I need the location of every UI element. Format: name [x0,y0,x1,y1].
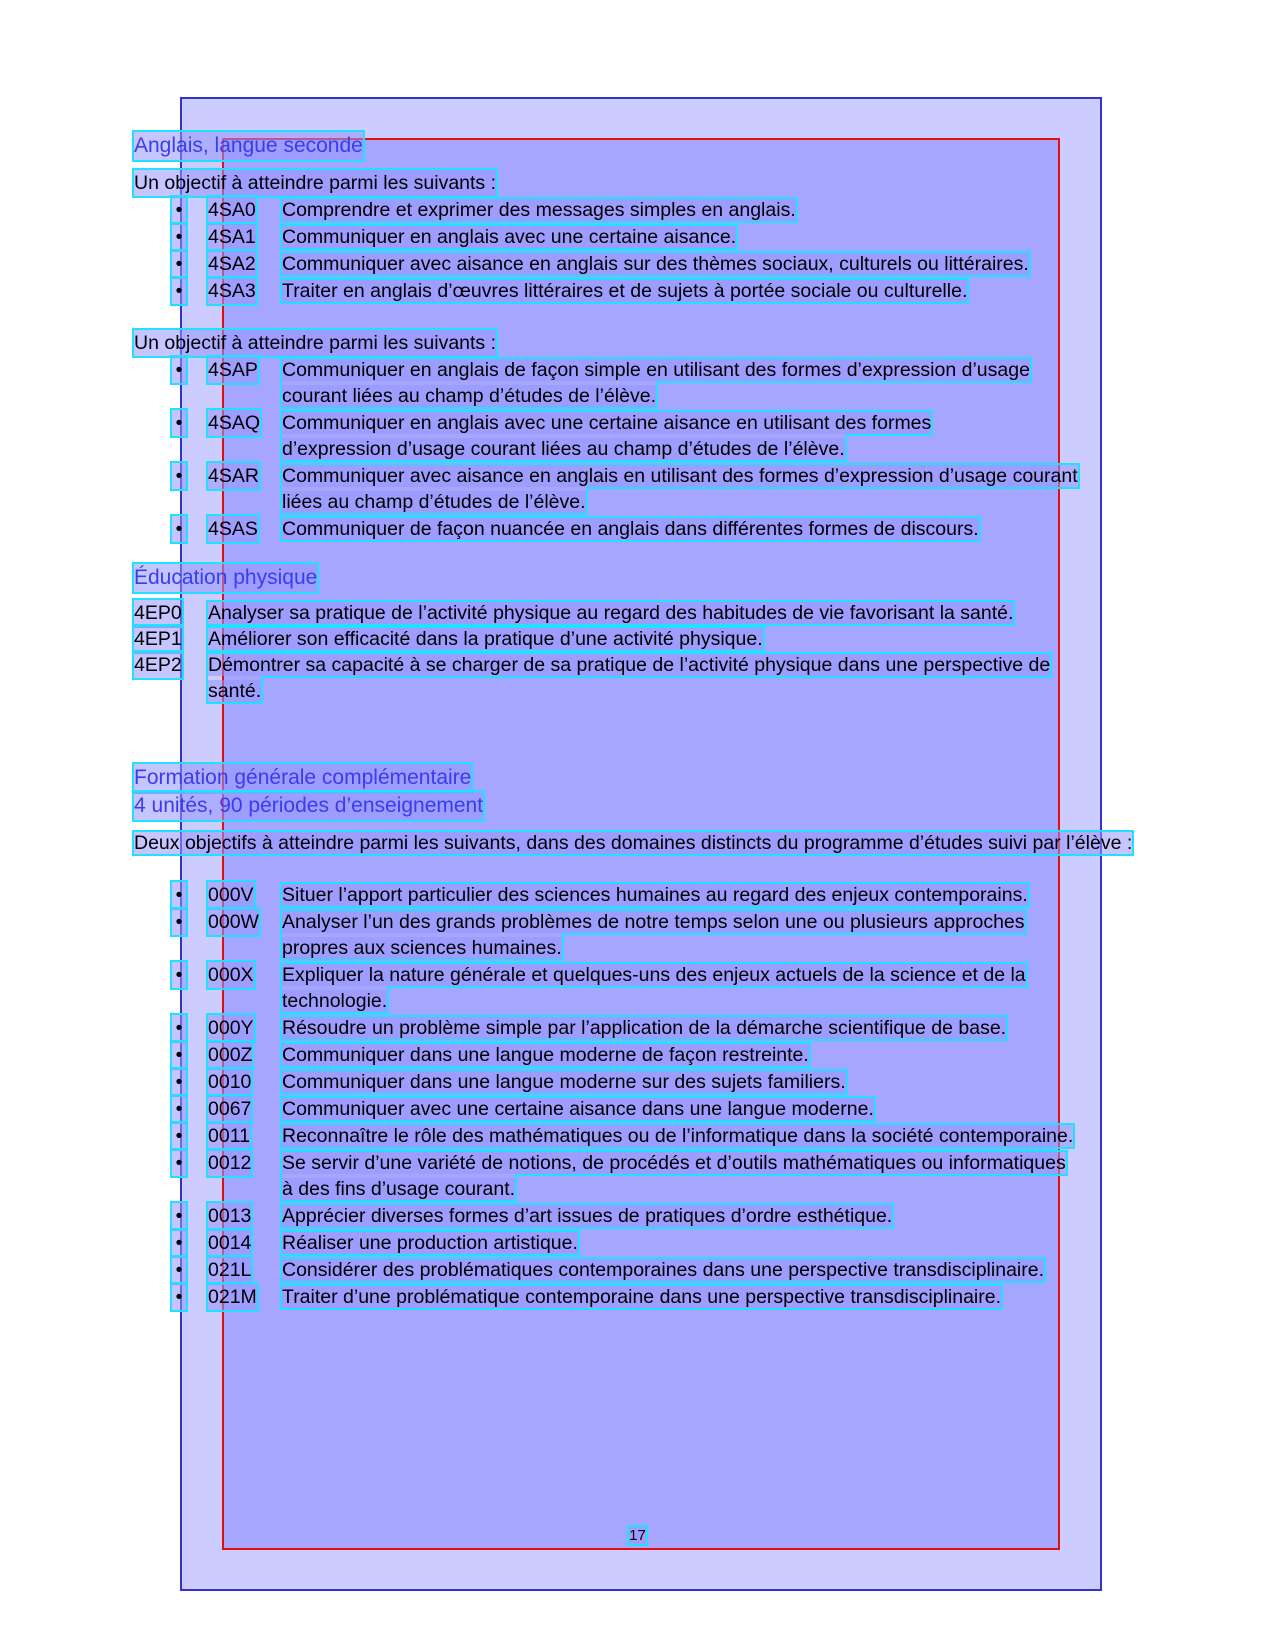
anglais-group-1 [134,170,1134,304]
formation-intro-block [134,830,1134,856]
section-heading-education-physique: Éducation physique [134,564,317,592]
list-item [134,600,1089,626]
bullet-icon: • [172,251,186,277]
list-item [134,224,1134,250]
objective-text: Communiquer de façon nuancée en anglais dans différentes formes de discours. [282,518,979,540]
bullet-icon: • [172,410,186,436]
objective-code: 0013 [208,1205,252,1227]
bullet-icon: • [172,1230,186,1256]
objective-code: 000V [208,884,254,906]
objective-text: Communiquer avec aisance en anglais en utilisant des formes d’expression d’usage courant liées au champ d’études de l’élève. [282,465,1078,513]
section-education-physique [134,564,1134,704]
list-item [134,251,1046,277]
objective-text: Communiquer avec aisance en anglais sur des thèmes sociaux, culturels ou littéraires. [282,253,1029,275]
objective-code: 0012 [208,1152,252,1174]
objective-text: Améliorer son efficacité dans la pratique d’une activité physique. [208,628,763,650]
objective-text: Considérer des problématiques contemporaines dans une perspective transdisciplinaire. [282,1259,1045,1281]
section-anglais [134,132,1134,542]
objective-text: Communiquer en anglais avec une certaine aisance en utilisant des formes d’expression d’usage courant liées au champ d’études de l’élève. [282,412,932,460]
list-item [134,909,1066,961]
objective-code: 4SAS [208,518,258,540]
objective-code: 4SAR [208,465,259,487]
objective-text: Reconnaître le rôle des mathématiques ou de l’informatique dans la société contemporaine. [282,1125,1074,1147]
objective-code: 4EP2 [134,654,182,676]
list-item [134,1257,1132,1283]
list-item [134,1069,1134,1095]
objective-code: 4SA3 [208,280,256,302]
objective-text: Démontrer sa capacité à se charger de sa pratique de l’activité physique dans une perspective de santé. [208,654,1051,702]
objective-code: 000Z [208,1044,253,1066]
objective-code: 0014 [208,1232,252,1254]
objective-text: Résoudre un problème simple par l’application de la démarche scientifique de base. [282,1017,1007,1039]
objective-text: Communiquer avec une certaine aisance dans une langue moderne. [282,1098,874,1120]
bullet-icon: • [172,1096,186,1122]
bullet-icon: • [172,1015,186,1041]
group-intro: Un objectif à atteindre parmi les suivants : [134,332,497,354]
bullet-icon: • [172,1042,186,1068]
objective-code: 4SA0 [208,199,256,221]
list-item [134,357,1062,409]
objective-text: Communiquer en anglais de façon simple en utilisant des formes d’expression d’usage courant liées au champ d’études de l’élève. [282,359,1030,407]
bullet-icon: • [172,1203,186,1229]
list-item [134,1096,1134,1122]
objective-text: Apprécier diverses formes d’art issues de pratiques d’ordre esthétique. [282,1205,893,1227]
list-item [134,1150,1066,1202]
section-heading-formation-generale: Formation générale complémentaire [134,764,471,792]
objective-list [134,600,1089,704]
bullet-icon: • [172,1257,186,1283]
objective-text: Traiter en anglais d’œuvres littéraires et de sujets à portée sociale ou culturelle. [282,280,968,302]
bullet-icon: • [172,516,186,542]
objective-list [134,882,1134,1310]
objective-code: 4SAQ [208,412,261,434]
objective-text: Comprendre et exprimer des messages simples en anglais. [282,199,796,221]
page-number-text: 17 [629,1527,646,1544]
objective-code: 000Y [208,1017,254,1039]
objective-code: 021L [208,1259,252,1281]
objective-list [134,357,1134,542]
bullet-icon: • [172,1150,186,1176]
objective-text: Situer l’apport particulier des sciences humaines au regard des enjeux contemporains. [282,884,1028,906]
bullet-icon: • [172,882,186,908]
bullet-icon: • [172,1284,186,1310]
objective-code: 4SA2 [208,253,256,275]
section-subheading-units: 4 unités, 90 périodes d’enseignement [134,792,483,820]
list-item [134,626,1089,652]
objective-code: 4SA1 [208,226,256,248]
list-item [134,1230,1134,1256]
list-item [134,1015,1134,1041]
page-number [0,1527,1275,1544]
objective-text: Expliquer la nature générale et quelques-uns des enjeux actuels de la science et de la technologie. [282,964,1026,1012]
list-item [134,516,1134,542]
objective-text: Communiquer en anglais avec une certaine aisance. [282,226,737,248]
objective-code: 4SAP [208,359,258,381]
objective-code: 0011 [208,1125,250,1147]
list-item [134,197,1134,223]
list-item [134,1123,1082,1149]
list-item [134,1203,1134,1229]
bullet-icon: • [172,357,186,383]
bullet-icon: • [172,224,186,250]
group-intro: Un objectif à atteindre parmi les suivants : [134,172,497,194]
bullet-icon: • [172,278,186,304]
objective-code: 000X [208,964,254,986]
list-item [134,962,1100,1014]
document-content [134,132,1134,1310]
list-item [134,278,1134,304]
objective-text: Communiquer dans une langue moderne sur des sujets familiers. [282,1071,846,1093]
list-item [134,410,1046,462]
list-item [134,652,1078,704]
objective-text: Analyser l’un des grands problèmes de notre temps selon une ou plusieurs approches propres aux sciences humaines. [282,911,1025,959]
group-intro: Deux objectifs à atteindre parmi les suivants, dans des domaines distincts du programme d’études suivi par l’élève : [134,832,1133,854]
bullet-icon: • [172,1123,186,1149]
objective-code: 4EP0 [134,602,182,624]
bullet-icon: • [172,1069,186,1095]
objective-code: 021M [208,1286,257,1308]
list-item [134,1284,1134,1310]
bullet-icon: • [172,909,186,935]
objective-text: Communiquer dans une langue moderne de façon restreinte. [282,1044,809,1066]
bullet-icon: • [172,197,186,223]
list-item [134,463,1092,515]
objective-code: 0010 [208,1071,252,1093]
bullet-icon: • [172,962,186,988]
anglais-group-2 [134,330,1134,542]
objective-list [134,197,1134,304]
objective-text: Se servir d’une variété de notions, de procédés et d’outils mathématiques ou informatiques à des fins d’usage courant. [282,1152,1066,1200]
objective-code: 000W [208,911,259,933]
section-heading-anglais: Anglais, langue seconde [134,132,363,160]
objective-text: Analyser sa pratique de l’activité physique au regard des habitudes de vie favorisant la santé. [208,602,1014,624]
objective-code: 0067 [208,1098,252,1120]
section-formation-generale [134,764,1134,1310]
objective-text: Traiter d’une problématique contemporaine dans une perspective transdisciplinaire. [282,1286,1002,1308]
objective-text: Réaliser une production artistique. [282,1232,578,1254]
list-item [134,1042,1134,1068]
list-item [134,882,1122,908]
bullet-icon: • [172,463,186,489]
objective-code: 4EP1 [134,628,182,650]
